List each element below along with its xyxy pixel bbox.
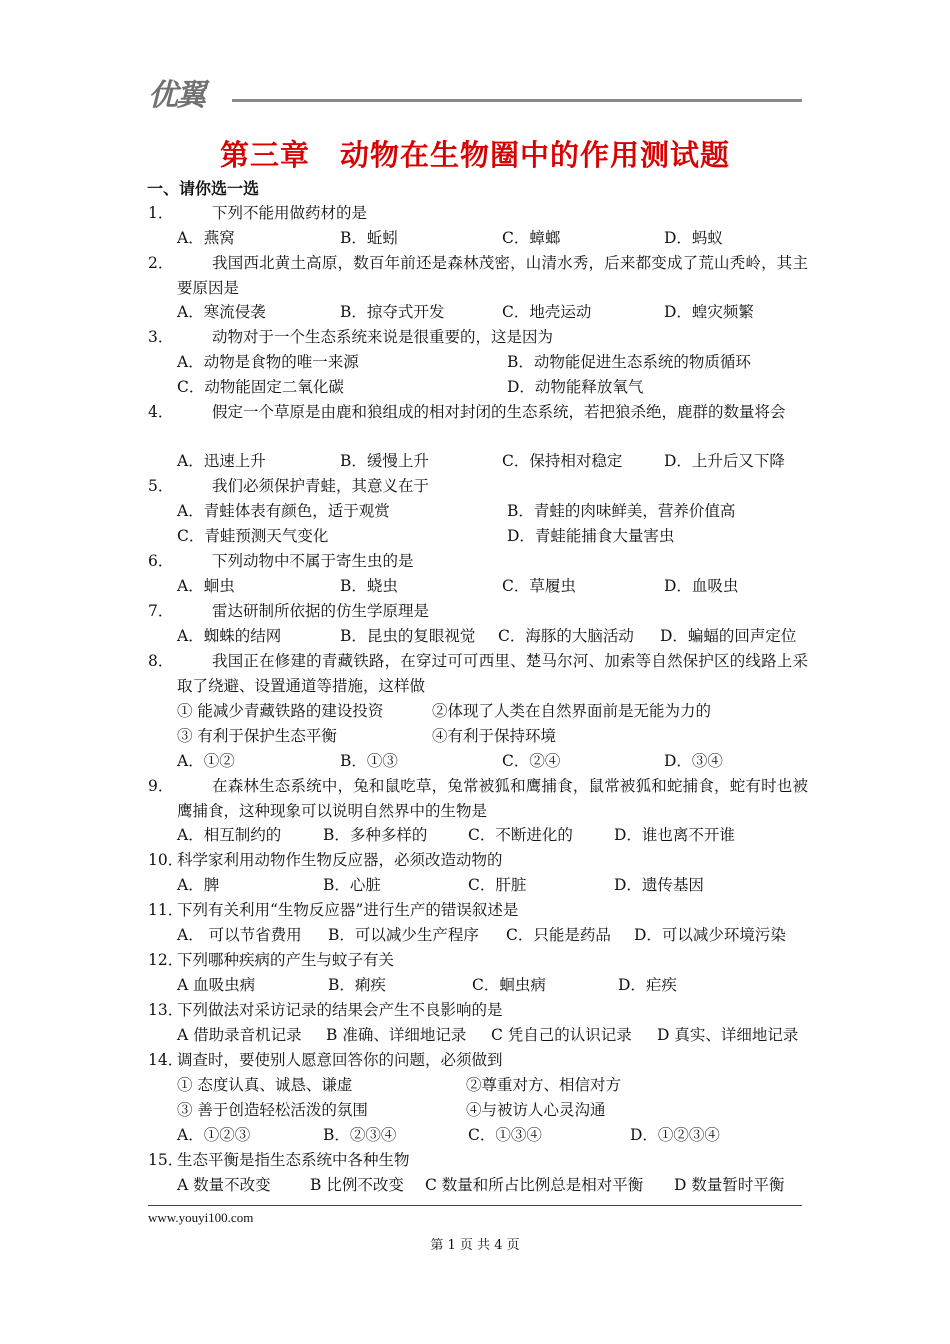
option-c: C．蛔虫病 — [472, 976, 546, 994]
option-d: D 真实、详细地记录 — [657, 1026, 799, 1044]
question-stem: 科学家利用动物作生物反应器，必须改造动物的 — [177, 851, 503, 869]
page-title: 第三章 动物在生物圈中的作用测试题 — [219, 138, 730, 172]
question-stem: 假定一个草原是由鹿和狼组成的相对封闭的生态系统，若把狼杀绝，鹿群的数量将会 — [212, 403, 786, 421]
statement-4: ④与被访人心灵沟通 — [466, 1101, 606, 1119]
question-stem: 生态平衡是指生态系统中各种生物 — [177, 1151, 410, 1169]
option-a: A．脾 — [177, 876, 220, 894]
option-c: C．草履虫 — [502, 577, 576, 595]
statement-3: ③ 有利于保护生态平衡 — [177, 727, 337, 745]
question-number: 1． — [148, 204, 174, 222]
question-number: 6． — [148, 552, 174, 570]
option-d: D．青蛙能捕食大量害虫 — [507, 527, 675, 545]
footer-url: www.youyi100.com — [148, 1210, 254, 1225]
question-number: 7． — [148, 602, 174, 620]
option-d: D．③④ — [664, 752, 723, 770]
option-b: B 比例不改变 — [310, 1176, 404, 1194]
option-a: A．蜘蛛的结网 — [177, 627, 282, 645]
option-a: A．青蛙体表有颜色，适于观赏 — [177, 502, 390, 520]
option-b: B．可以减少生产程序 — [328, 926, 479, 944]
option-b: B．心脏 — [323, 876, 381, 894]
question-stem: 我国西北黄土高原，数百年前还是森林茂密，山清水秀，后来都变成了荒山秃岭，其主要原因是 — [177, 254, 808, 297]
statement-2: ②体现了人类在自然界面前是无能为力的 — [432, 702, 712, 720]
question-number: 13． — [148, 1001, 184, 1019]
question-4 — [0, 402, 950, 452]
question-stem: 雷达研制所依据的仿生学原理是 — [212, 602, 430, 620]
option-c: C．地壳运动 — [502, 303, 592, 321]
option-b: B．多种多样的 — [323, 826, 428, 844]
option-d: D．可以减少环境污染 — [634, 926, 786, 944]
question-number: 14． — [148, 1051, 184, 1069]
statement-4: ④有利于保持环境 — [432, 727, 557, 745]
question-stem: 下列动物中不属于寄生虫的是 — [212, 552, 414, 570]
question-stem: 下列不能用做药材的是 — [212, 204, 368, 222]
option-c: C．海豚的大脑活动 — [498, 627, 634, 645]
statement-2: ②尊重对方、相信对方 — [466, 1076, 622, 1094]
question-number: 10． — [148, 851, 184, 869]
option-a: A 血吸虫病 — [177, 976, 256, 994]
option-a: A． 可以节省费用 — [177, 926, 302, 944]
question-number: 8． — [148, 652, 174, 670]
option-a: A．①②③ — [177, 1126, 251, 1144]
question-number: 12． — [148, 951, 184, 969]
option-d: D．蝙蝠的回声定位 — [660, 627, 797, 645]
question-stem: 调查时，要使别人愿意回答你的问题，必须做到 — [177, 1051, 503, 1069]
brand-logo: 优翼 — [148, 78, 204, 113]
statement-1: ① 能减少青藏铁路的建设投资 — [177, 702, 384, 720]
option-c: C．青蛙预测天气变化 — [177, 527, 329, 545]
question-number: 11． — [148, 901, 184, 919]
question-number: 4． — [148, 403, 174, 421]
question-stem: 下列有关利用“生物反应器”进行生产的错误叙述是 — [177, 901, 519, 919]
footer-rule — [148, 1205, 802, 1206]
question-stem: 我国正在修建的青藏铁路，在穿过可可西里、楚马尔河、加索等自然保护区的线路上采取了绕避、设置通道等措施，这样做 — [177, 652, 808, 695]
option-a: A．相互制约的 — [177, 826, 282, 844]
option-c: C．保持相对稳定 — [502, 452, 623, 470]
page-number: 第 1 页 共 4 页 — [430, 1238, 520, 1253]
option-a: A 数量不改变 — [177, 1176, 271, 1194]
option-d: D．上升后又下降 — [664, 452, 785, 470]
option-d: D 数量暂时平衡 — [674, 1176, 785, 1194]
option-a: A．寒流侵袭 — [177, 303, 266, 321]
option-d: D．遗传基因 — [614, 876, 704, 894]
question-9 — [0, 776, 950, 826]
option-d: D．血吸虫 — [664, 577, 739, 595]
question-number: 15． — [148, 1151, 184, 1169]
statement-3: ③ 善于创造轻松活泼的氛围 — [177, 1101, 368, 1119]
option-d: D．①②③④ — [630, 1126, 720, 1144]
header-rule — [232, 99, 802, 102]
question-2 — [0, 253, 950, 303]
option-d: D．疟疾 — [618, 976, 677, 994]
option-c: C．①③④ — [468, 1126, 542, 1144]
option-c: C 数量和所占比例总是相对平衡 — [425, 1176, 644, 1194]
option-b: B．昆虫的复眼视觉 — [340, 627, 476, 645]
option-b: B．掠夺式开发 — [340, 303, 445, 321]
option-d: D．蝗灾频繁 — [664, 303, 754, 321]
option-a: A．蛔虫 — [177, 577, 235, 595]
option-d: D．谁也离不开谁 — [614, 826, 735, 844]
option-d: D．蚂蚁 — [664, 229, 723, 247]
option-c: C．不断进化的 — [468, 826, 573, 844]
question-stem: 下列哪种疾病的产生与蚊子有关 — [177, 951, 395, 969]
question-stem: 下列做法对采访记录的结果会产生不良影响的是 — [177, 1001, 503, 1019]
option-b: B．缓慢上升 — [340, 452, 429, 470]
option-a: A．①② — [177, 752, 235, 770]
option-a: A．迅速上升 — [177, 452, 266, 470]
option-b: B．青蛙的肉味鲜美，营养价值高 — [507, 502, 736, 520]
option-a: A．动物是食物的唯一来源 — [177, 353, 359, 371]
question-stem: 在森林生态系统中，兔和鼠吃草，兔常被狐和鹰捕食，鼠常被狐和蛇捕食，蛇有时也被鹰捕食，这种现象可以说明自然界中的生物是 — [177, 777, 808, 820]
option-b: B．蚯蚓 — [340, 229, 398, 247]
option-c: C．肝脏 — [468, 876, 527, 894]
question-stem: 动物对于一个生态系统来说是很重要的，这是因为 — [212, 328, 554, 346]
option-b: B．动物能促进生态系统的物质循环 — [507, 353, 751, 371]
question-number: 2． — [148, 254, 174, 272]
option-b: B．蛲虫 — [340, 577, 398, 595]
section-heading: 一、请你选一选 — [147, 179, 260, 198]
question-number: 3． — [148, 328, 174, 346]
option-b: B．①③ — [340, 752, 398, 770]
option-b: B 准确、详细地记录 — [326, 1026, 467, 1044]
option-c: C．只能是药品 — [506, 926, 611, 944]
option-b: B．痢疾 — [328, 976, 386, 994]
option-c: C．②④ — [502, 752, 561, 770]
option-a: A．燕窝 — [177, 229, 235, 247]
question-number: 5． — [148, 477, 174, 495]
question-number: 9． — [148, 777, 174, 795]
option-a: A 借助录音机记录 — [177, 1026, 302, 1044]
statement-1: ① 态度认真、诚恳、谦虚 — [177, 1076, 353, 1094]
option-d: D．动物能释放氧气 — [507, 378, 644, 396]
question-8 — [0, 651, 950, 701]
option-c: C 凭自己的认识记录 — [491, 1026, 632, 1044]
option-c: C．蟑螂 — [502, 229, 561, 247]
option-c: C．动物能固定二氧化碳 — [177, 378, 344, 396]
option-b: B．②③④ — [323, 1126, 397, 1144]
question-stem: 我们必须保护青蛙，其意义在于 — [212, 477, 430, 495]
